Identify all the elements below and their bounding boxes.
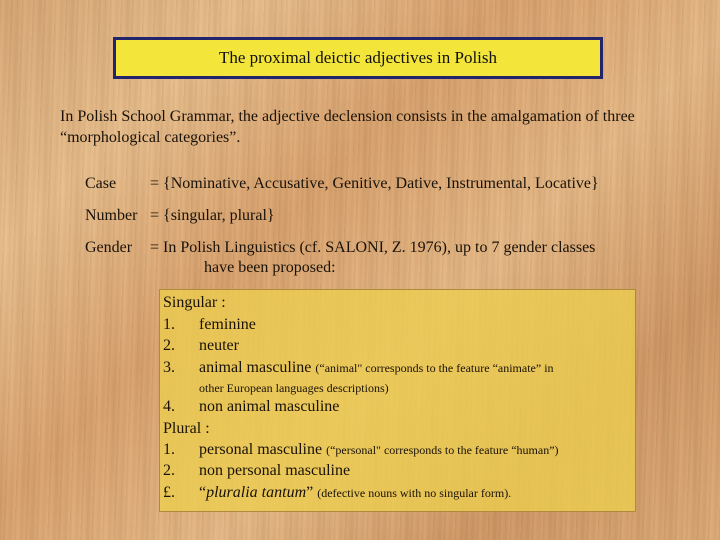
number-label: Number bbox=[85, 207, 138, 224]
slide-title-box bbox=[113, 37, 603, 79]
singular-heading-text: Singular : bbox=[163, 294, 226, 311]
gender-value-line1: = In Polish Linguistics (cf. SALONI, Z. 1976), up to 7 gender classes bbox=[150, 239, 596, 256]
list-item-number: 1. bbox=[163, 441, 175, 458]
list-item-number: 2. bbox=[163, 462, 175, 479]
list-item-main: personal masculine bbox=[199, 441, 323, 458]
list-item-note: (defective nouns with no singular form). bbox=[317, 486, 512, 500]
list-item-note: (“animal" corresponds to the feature “animate” in bbox=[315, 361, 554, 375]
gender-label: Gender bbox=[85, 239, 133, 256]
list-item-note: (“personal" corresponds to the feature “human”) bbox=[326, 443, 559, 457]
gender-value-line2: have been proposed: bbox=[204, 259, 336, 276]
quote-close: ” bbox=[306, 484, 314, 501]
list-item-main: pluralia tantum bbox=[206, 484, 307, 501]
list-item-note-continued: other European languages descriptions) bbox=[199, 381, 389, 395]
list-item-text: neuter bbox=[199, 337, 239, 354]
plural-heading-text: Plural : bbox=[163, 420, 210, 437]
list-item-main: animal masculine bbox=[199, 359, 312, 376]
singular-heading bbox=[163, 293, 226, 313]
list-item-number: 2. bbox=[163, 337, 175, 354]
case-value: = {Nominative, Accusative, Genitive, Dative, Instrumental, Locative} bbox=[150, 175, 599, 192]
list-item-text bbox=[199, 358, 554, 378]
quote-open: “ bbox=[199, 484, 207, 501]
list-item-number: 3. bbox=[163, 359, 175, 376]
plural-heading bbox=[163, 419, 210, 439]
list-item-text bbox=[199, 483, 511, 503]
list-item-text: non animal masculine bbox=[199, 398, 340, 415]
list-item-number: £. bbox=[163, 484, 175, 501]
number-value: = {singular, plural} bbox=[150, 207, 275, 224]
list-item-text: non personal masculine bbox=[199, 462, 351, 479]
intro-paragraph: In Polish School Grammar, the adjective declension consists in the amalgamation of three “morphological categories”. bbox=[60, 108, 635, 146]
case-label: Case bbox=[85, 175, 117, 192]
slide-title: The proximal deictic adjectives in Polish bbox=[218, 48, 498, 67]
list-item-text: feminine bbox=[199, 316, 256, 333]
list-item-text bbox=[199, 440, 559, 460]
list-item-number: 1. bbox=[163, 316, 175, 333]
list-item-number: 4. bbox=[163, 398, 175, 415]
